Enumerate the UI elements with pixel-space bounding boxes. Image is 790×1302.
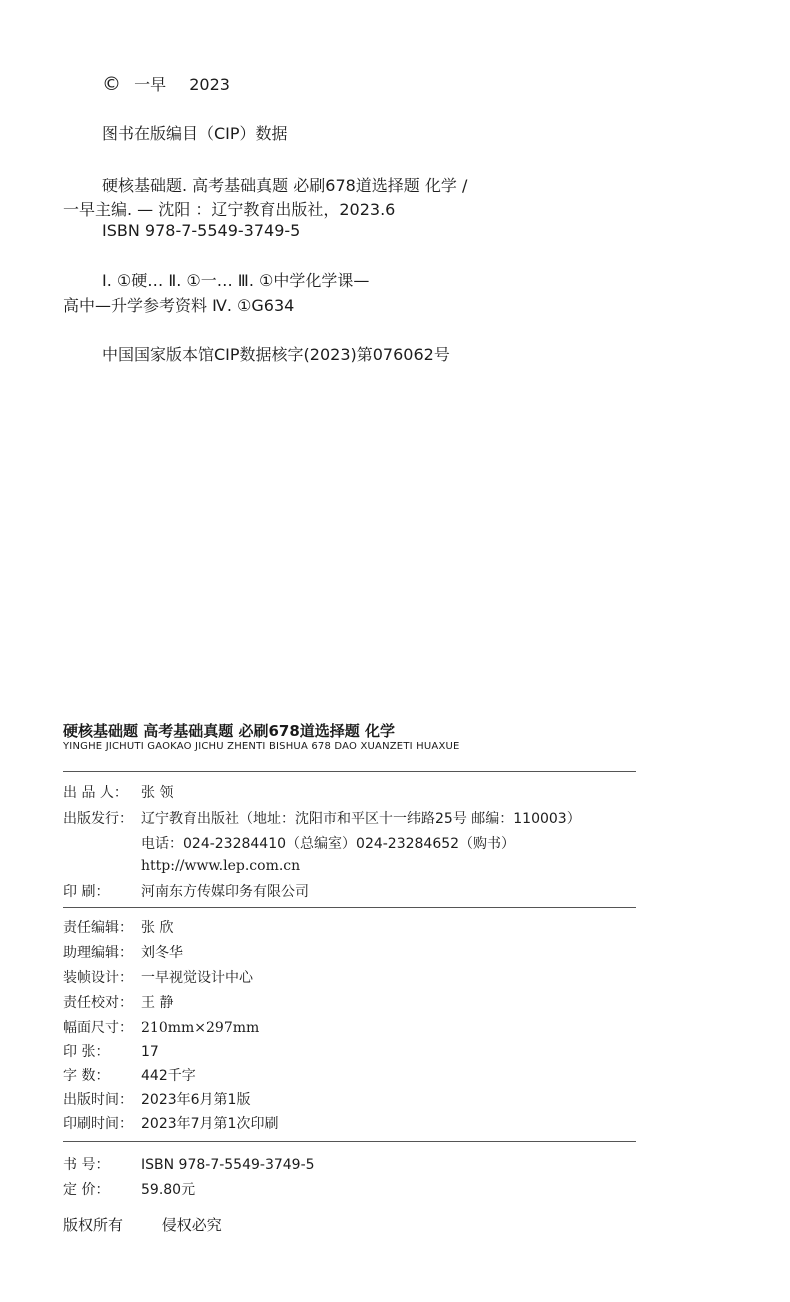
rights-reserved: 版权所有: [63, 1216, 124, 1234]
isbn-label: 书 号：: [63, 1157, 110, 1173]
publisher-label: 出版发行：: [63, 811, 133, 827]
price-label: 定 价：: [63, 1182, 110, 1198]
credit-value: 442千字: [141, 1068, 196, 1084]
credit-value: 刘冬华: [141, 945, 183, 961]
credit-label: 印 张：: [63, 1044, 110, 1060]
copyright-symbol: ©: [102, 73, 121, 95]
credit-value: 210mm×297mm: [141, 1020, 260, 1036]
publisher-phone: 电话：024-23284410（总编室）024-23284652（购书）: [141, 836, 516, 852]
publisher-value: 辽宁教育出版社（地址：沈阳市和平区十一纬路25号 邮编：110003）: [141, 811, 581, 827]
credit-row: [63, 992, 173, 1012]
cip-title-line1: 硬核基础题. 高考基础真题 必刷678道选择题 化学 /: [102, 176, 468, 195]
cip-class-line1: Ⅰ. ①硬… Ⅱ. ①一… Ⅲ. ①中学化学课—: [102, 271, 370, 290]
credit-label: 印刷时间：: [63, 1116, 133, 1132]
credit-row: [63, 967, 253, 987]
printer-value: 河南东方传媒印务有限公司: [141, 884, 309, 900]
producer-row: [63, 782, 173, 802]
printer-label: 印 刷：: [63, 884, 110, 900]
price-row: [63, 1179, 195, 1199]
book-title-cn: 硬核基础题 高考基础真题 必刷678道选择题 化学: [63, 722, 395, 740]
credit-row: [63, 917, 173, 937]
divider-3: [63, 1141, 636, 1142]
credit-row: [63, 1113, 278, 1133]
rights-infringement: 侵权必究: [161, 1216, 222, 1234]
credit-row: [63, 1041, 159, 1061]
copyright-holder: 一早: [134, 75, 167, 94]
copyright-line: [102, 72, 230, 95]
credit-label: 出版时间：: [63, 1092, 133, 1108]
credit-label: 助理编辑：: [63, 945, 133, 961]
credit-label: 责任编辑：: [63, 920, 133, 936]
producer-value: 张 领: [141, 785, 174, 801]
producer-label: 出 品 人：: [63, 785, 128, 801]
price-value: 59.80元: [141, 1182, 196, 1198]
credit-value: 2023年7月第1次印刷: [141, 1116, 279, 1132]
credit-row: [63, 1065, 196, 1085]
rights-line: [63, 1214, 222, 1235]
publisher-website: http://www.lep.com.cn: [141, 858, 301, 874]
credit-row: [63, 1089, 250, 1109]
credit-row: [63, 942, 183, 962]
publisher-row: [63, 808, 581, 828]
credit-label: 责任校对：: [63, 995, 133, 1011]
credit-label: 装帧设计：: [63, 970, 133, 986]
divider-2: [63, 907, 636, 908]
credit-value: 17: [141, 1044, 159, 1060]
credit-value: 一早视觉设计中心: [141, 970, 253, 986]
credit-label: 幅面尺寸：: [63, 1020, 133, 1036]
credit-row: [63, 1017, 259, 1037]
cip-title-line2: 一早主编. — 沈阳 ：辽宁教育出版社，2023.6: [63, 200, 396, 219]
credit-label: 字 数：: [63, 1068, 110, 1084]
divider-1: [63, 771, 636, 772]
isbn-row: [63, 1154, 315, 1174]
credit-value: 张 欣: [141, 920, 174, 936]
book-title-pinyin: YINGHE JICHUTI GAOKAO JICHU ZHENTI BISHUA 678 DAO XUANZETI HUAXUE: [63, 741, 460, 752]
credit-value: 2023年6月第1版: [141, 1092, 251, 1108]
cip-heading: 图书在版编目（CIP）数据: [102, 124, 288, 143]
copyright-year: 2023: [189, 75, 230, 94]
cip-isbn: ISBN 978-7-5549-3749-5: [102, 221, 301, 240]
cip-number: 中国国家版本馆CIP数据核字(2023)第076062号: [102, 345, 450, 364]
credit-value: 王 静: [141, 995, 174, 1011]
printer-row: [63, 881, 309, 901]
cip-class-line2: 高中—升学参考资料 Ⅳ. ①G634: [63, 296, 295, 315]
isbn-value: ISBN 978-7-5549-3749-5: [141, 1157, 315, 1173]
